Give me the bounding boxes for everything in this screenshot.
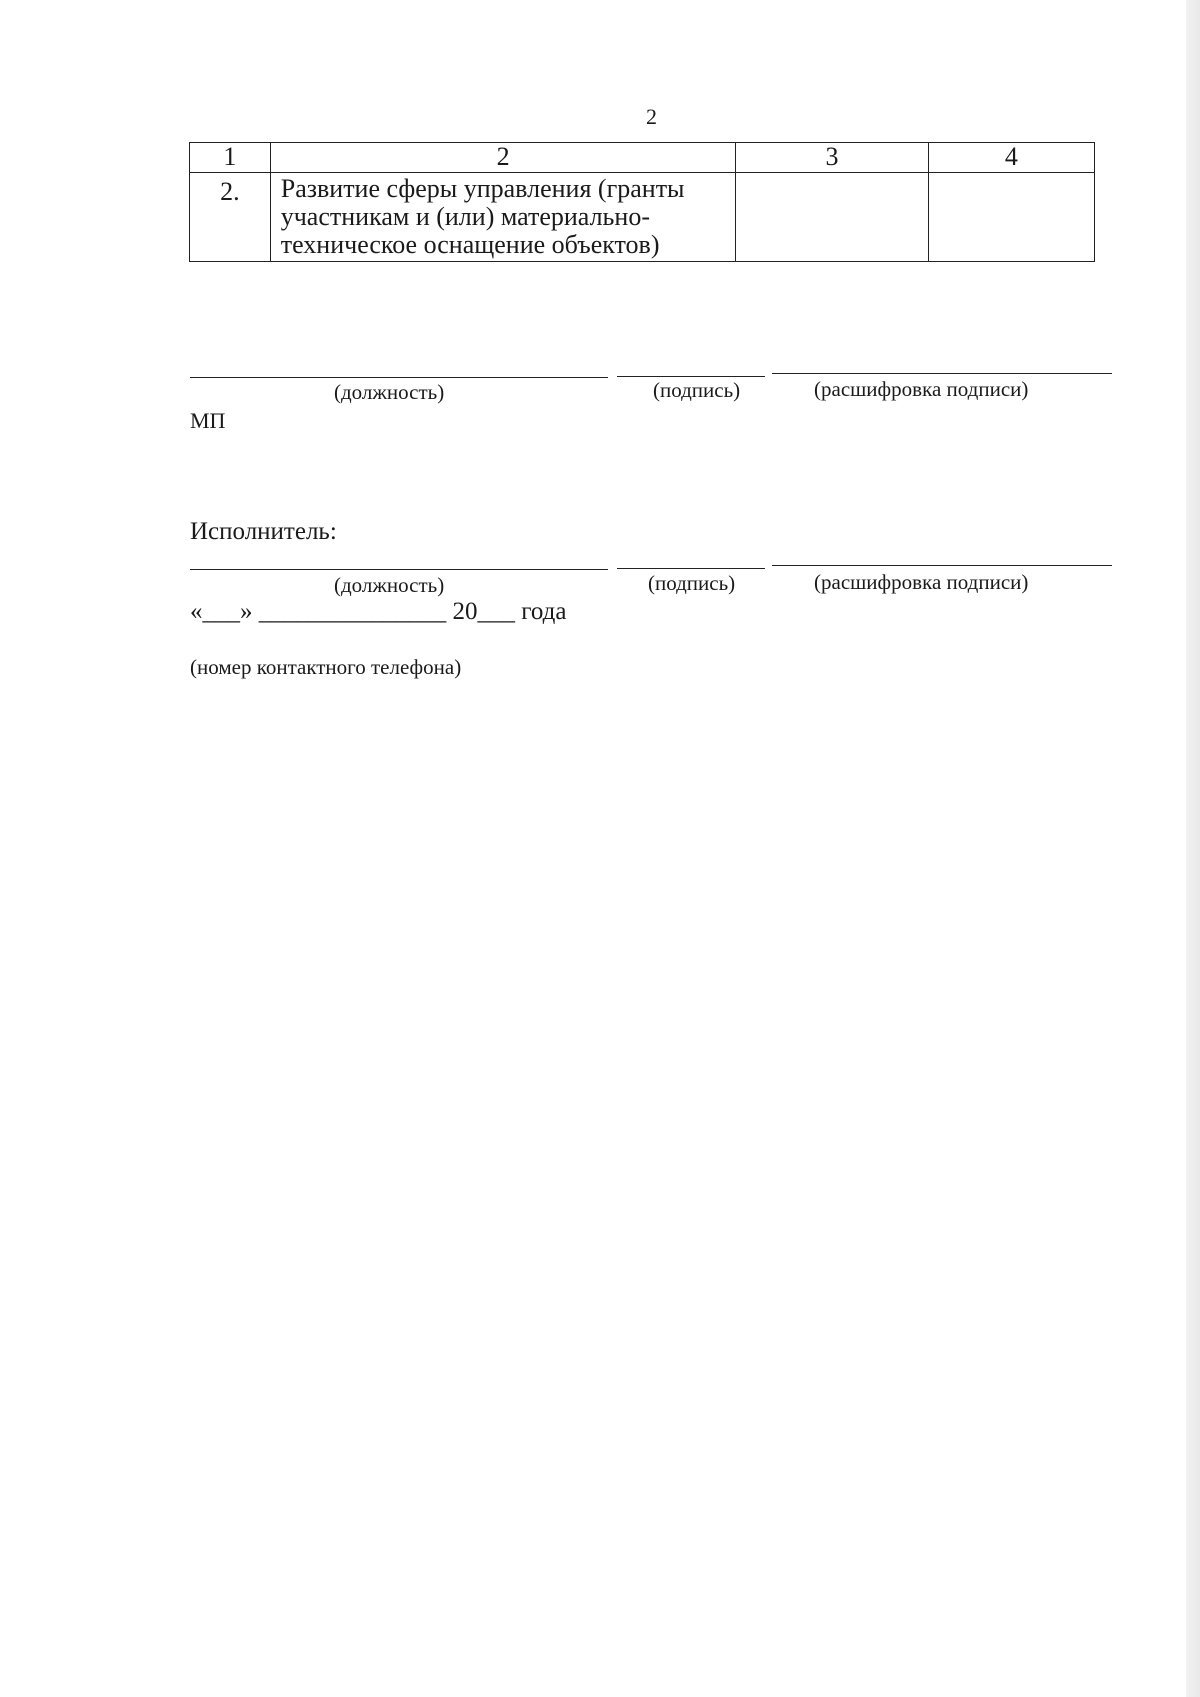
data-table [189,142,1095,262]
table-header-cell: 4 [928,143,1094,173]
page-number: 2 [646,104,657,129]
table-row [190,173,1095,262]
executor-label: Исполнитель: [190,518,337,545]
scan-edge-shadow [1186,0,1200,1697]
decoding-caption: (расшифровка подписи) [814,377,1029,401]
table-cell-number: 2. [190,173,271,262]
executor-signature-line [617,568,765,569]
executor-signature-caption: (подпись) [648,571,736,595]
executor-position-line [190,569,608,570]
decoding-line [772,373,1112,374]
table-header-row [190,143,1095,173]
signature-caption: (подпись) [653,378,741,402]
table-cell-col3 [736,173,928,262]
executor-decoding-caption: (расшифровка подписи) [814,570,1029,594]
table-cell-col4 [928,173,1094,262]
executor-position-caption: (должность) [334,573,445,597]
table-cell-name: Развитие сферы управления (гранты участникам и (или) материально-техническое оснащение объектов) [270,173,736,262]
table-header-cell: 2 [270,143,736,173]
signature-line [617,376,765,377]
position-line [190,377,608,378]
table-header-cell: 1 [190,143,271,173]
date-line: «___» _______________ 20___ года [190,598,567,625]
table-header-cell: 3 [736,143,928,173]
executor-decoding-line [772,565,1112,566]
phone-caption: (номер контактного телефона) [190,655,462,679]
position-caption: (должность) [334,380,445,404]
stamp-label: МП [190,408,226,433]
